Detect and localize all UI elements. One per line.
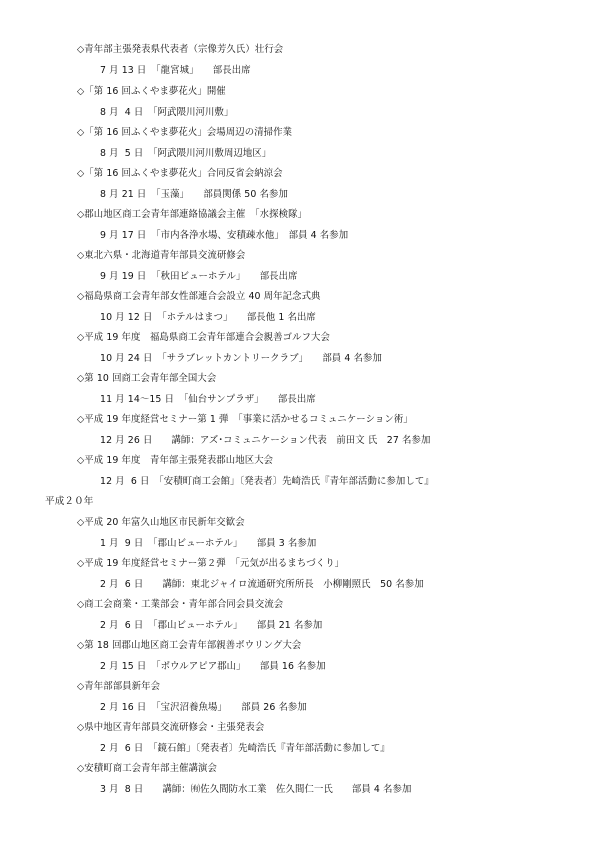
event-title: ◇平成 19 年度 福島県商工会青年部連合会親善ゴルフ大会 [77, 332, 331, 343]
event-title: ◇第 18 回郡山地区商工会青年部親善ボウリング大会 [77, 640, 302, 651]
event-title: ◇平成 19 年度経営セミナー第２弾 「元気が出るまちづくり」 [77, 558, 345, 569]
event-title: ◇商工会商業・工業部会・青年部合同会員交流会 [77, 599, 284, 610]
event-detail: 3 月 8 日 講師：㈲佐久間防水工業 佐久間仁一氏 部員 4 名参加 [100, 784, 412, 795]
event-title: ◇第 10 回商工会青年部全国大会 [77, 373, 217, 384]
event-detail: 9 月 17 日 「市内各浄水場、安積疎水他」 部員 4 名参加 [100, 230, 349, 241]
event-title: ◇「第 16 回ふくやま夢花火」合同反省会納涼会 [77, 168, 283, 179]
event-detail: 2 月 6 日 「鏡石館」〔発表者〕先崎浩氏『青年部活動に参加して』 [100, 743, 390, 754]
event-title: ◇青年部主張発表県代表者（宗像芳久氏）壮行会 [77, 44, 284, 55]
event-detail: 2 月 6 日 講師：東北ジャイロ流通研究所所長 小柳剛照氏 50 名参加 [100, 579, 424, 590]
event-title: ◇「第 16 回ふくやま夢花火」開催 [77, 86, 226, 97]
event-detail: 12 月 6 日 「安積町商工会館」〔発表者〕先崎浩氏『青年部活動に参加して』 [100, 476, 434, 487]
event-title: ◇平成 19 年度 青年部主張発表郡山地区大会 [77, 455, 274, 466]
event-detail: 2 月 15 日 「ボウルアピア郡山」 部員 16 名参加 [100, 661, 326, 672]
year-heading: 平成２０年 [45, 496, 94, 507]
event-detail: 11 月 14～15 日 「仙台サンプラザ」 部長出席 [100, 394, 316, 405]
event-title: ◇安積町商工会青年部主催講演会 [77, 763, 217, 774]
event-title: ◇東北六県・北海道青年部員交流研修会 [77, 250, 246, 261]
event-detail: 12 月 26 日 講師：アズ･コミュニケーション代表 前田文 氏 27 名参加 [100, 435, 431, 446]
event-title: ◇福島県商工会青年部女性部連合会設立 40 周年記念式典 [77, 291, 321, 302]
event-title: ◇「第 16 回ふくやま夢花火」会場周辺の清掃作業 [77, 127, 293, 138]
event-detail: 8 月 21 日 「玉藻」 部員関係 50 名参加 [100, 189, 288, 200]
event-title: ◇青年部部員新年会 [77, 681, 161, 692]
event-detail: 9 月 19 日 「秋田ビューホテル」 部長出席 [100, 271, 298, 282]
event-detail: 2 月 16 日 「宝沢沼養魚場」 部員 26 名参加 [100, 702, 307, 713]
event-detail: 8 月 4 日 「阿武隈川河川敷」 [100, 107, 234, 118]
event-detail: 10 月 24 日 「サラブレットカントリークラブ」 部員 4 名参加 [100, 353, 382, 364]
event-detail: 2 月 6 日 「郡山ビューホテル」 部員 21 名参加 [100, 620, 323, 631]
event-detail: 7 月 13 日 「龍宮城」 部長出席 [100, 65, 251, 76]
event-detail: 10 月 12 日 「ホテルはまつ」 部長他 1 名出席 [100, 312, 316, 323]
event-title: ◇県中地区青年部員交流研修会・主張発表会 [77, 722, 265, 733]
event-detail: 1 月 9 日 「郡山ビューホテル」 部員 3 名参加 [100, 538, 317, 549]
event-title: ◇平成 20 年富久山地区市民新年交歓会 [77, 517, 245, 528]
event-title: ◇郡山地区商工会青年部連絡協議会主催 「水探検隊」 [77, 209, 308, 220]
event-title: ◇平成 19 年度経営セミナー第 1 弾 「事業に活かせるコミュニケーション術」 [77, 414, 413, 425]
event-detail: 8 月 5 日 「阿武隈川河川敷周辺地区」 [100, 148, 272, 159]
